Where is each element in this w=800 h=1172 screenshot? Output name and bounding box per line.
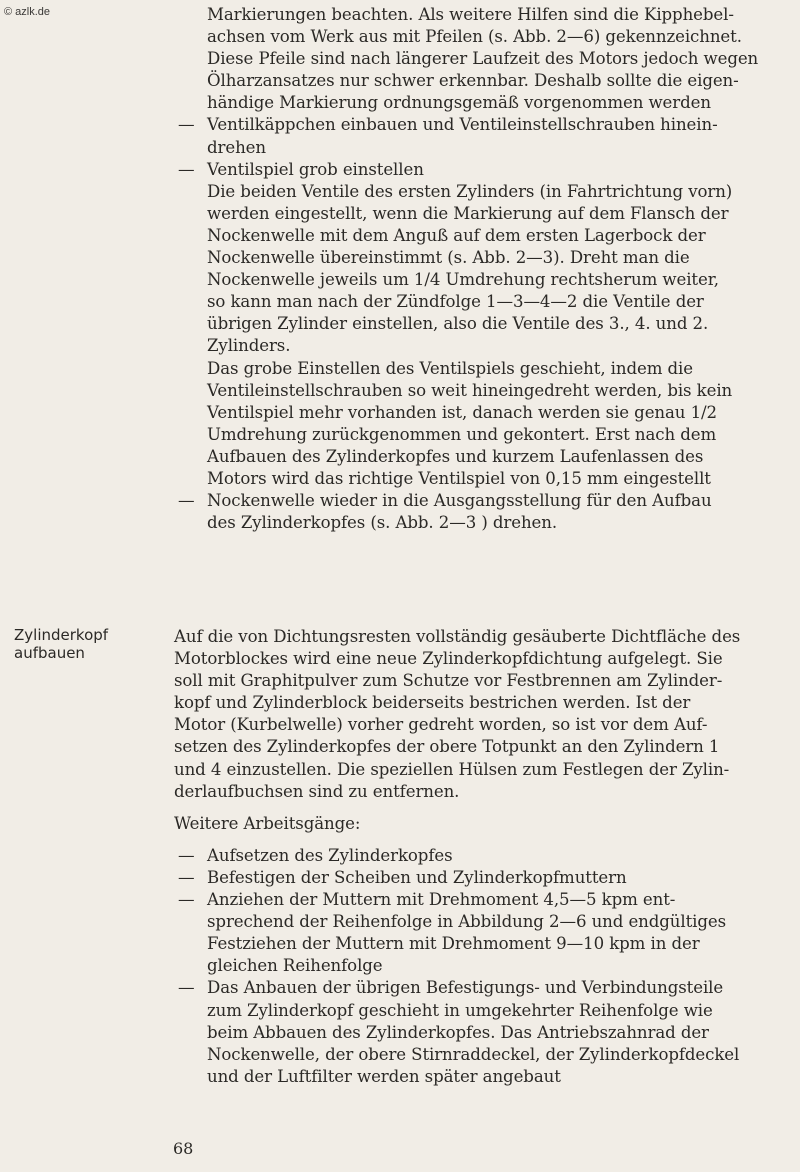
dash-bullet: — [178,890,195,910]
text-line: Motors wird das richtige Ventilspiel von 0,15 mm eingestellt [207,468,711,488]
list-item [174,867,786,889]
text-line: Die beiden Ventile des ersten Zylinders (in Fahrtrichtung vorn) [207,181,733,201]
dash-bullet: — [178,159,195,179]
text-line: des Zylinderkopfes (s. Abb. 2—3 ) drehen. [207,513,558,533]
list-item [174,159,786,490]
text-line: kopf und Zylinderblock beiderseits bestrichen werden. Ist der [174,693,691,713]
text-line: Das grobe Einstellen des Ventilspiels geschieht, indem die [207,358,693,378]
watermark: © azlk.de [4,6,51,18]
text-line: so kann man nach der Zündfolge 1—3—4—2 die Ventile der [207,292,704,312]
text-line: Ölharzansatzes nur schwer erkennbar. Deshalb sollte die eigen- [207,71,739,91]
text-line: übrigen Zylinder einstellen, also die Ventile des 3., 4. und 2. [207,314,709,334]
page-number: 68 [173,1139,194,1158]
dash-bullet: — [178,115,195,135]
text-line: Anziehen der Muttern mit Drehmoment 4,5—5 kpm ent- [207,890,676,910]
dash-bullet: — [178,867,195,887]
text-line: Ventilspiel mehr vorhanden ist, danach werden sie genau 1/2 [207,402,717,422]
text-line: Ventilspiel grob einstellen [207,159,424,179]
list-item [174,889,786,977]
list-item [174,490,786,534]
text-line: händige Markierung ordnungsgemäß vorgenommen werden [207,93,711,113]
list-item [174,977,786,1087]
dash-bullet: — [178,491,195,511]
text-line: Diese Pfeile sind nach längerer Laufzeit des Motors jedoch wegen [207,49,759,69]
section-text-block [174,626,786,1088]
text-line: Nockenwelle mit dem Anguß auf dem ersten Lagerbock der [207,225,706,245]
list-item [174,114,786,158]
text-line: Zylinders. [207,336,291,356]
text-line: Umdrehung zurückgenommen und gekontert. Erst nach dem [207,424,717,444]
text-line: Nockenwelle übereinstimmt (s. Abb. 2—3). Dreht man die [207,248,690,268]
dash-bullet: — [178,978,195,998]
top-text-block [174,4,786,534]
text-line: und 4 einzustellen. Die speziellen Hülsen zum Festlegen der Zylin- [174,759,730,779]
text-line: achsen vom Werk aus mit Pfeilen (s. Abb. 2—6) gekennzeichnet. [207,27,742,47]
text-line: Motorblockes wird eine neue Zylinderkopfdichtung aufgelegt. Sie [174,649,723,669]
text-line: Ventileinstellschrauben so weit hineingedreht werden, bis kein [207,380,733,400]
dash-bullet: — [178,845,195,865]
text-line: zum Zylinderkopf geschieht in umgekehrter Reihenfolge wie [207,1000,713,1020]
text-line: setzen des Zylinderkopfes der obere Totpunkt an den Zylindern 1 [174,737,720,757]
text-line: Aufbauen des Zylinderkopfes und kurzem Laufenlassen des [207,446,704,466]
text-line: Auf die von Dichtungsresten vollständig gesäuberte Dichtfläche des [174,627,741,646]
text-line: Markierungen beachten. Als weitere Hilfen sind die Kipphebel- [207,5,734,24]
text-line: Aufsetzen des Zylinderkopfes [207,845,453,865]
text-line: und der Luftfilter werden später angebaut [207,1066,561,1086]
list-item [174,845,786,867]
steps-heading: Weitere Arbeitsgänge: [174,813,361,833]
text-line: Ventilkäppchen einbauen und Ventileinstellschrauben hinein- [207,115,718,135]
text-line: Motor (Kurbelwelle) vorher gedreht worden, so ist vor dem Auf- [174,715,708,735]
section-paragraph [174,626,786,803]
text-line: werden eingestellt, wenn die Markierung auf dem Flansch der [207,203,729,223]
section-label [14,626,108,662]
intro-paragraph [174,4,786,114]
section-label-line: aufbauen [14,644,85,662]
text-line: Nockenwelle, der obere Stirnraddeckel, der Zylinderkopfdeckel [207,1044,740,1064]
text-line: Das Anbauen der übrigen Befestigungs- und Verbindungsteile [207,978,724,998]
text-line: sprechend der Reihenfolge in Abbildung 2—6 und endgültiges [207,912,727,932]
text-line: beim Abbauen des Zylinderkopfes. Das Antriebszahnrad der [207,1022,709,1042]
section-label-line: Zylinderkopf [14,626,109,644]
text-line: drehen [207,137,266,157]
text-line: Befestigen der Scheiben und Zylinderkopfmuttern [207,867,627,887]
text-line: soll mit Graphitpulver zum Schutze vor Festbrennen am Zylinder- [174,671,723,691]
text-line: derlaufbuchsen sind zu entfernen. [174,781,460,801]
text-line: Nockenwelle wieder in die Ausgangsstellung für den Aufbau [207,491,712,511]
text-line: gleichen Reihenfolge [207,956,383,976]
text-line: Festziehen der Muttern mit Drehmoment 9—10 kpm in der [207,934,700,954]
text-line: Nockenwelle jeweils um 1/4 Umdrehung rechtsherum weiter, [207,270,719,290]
